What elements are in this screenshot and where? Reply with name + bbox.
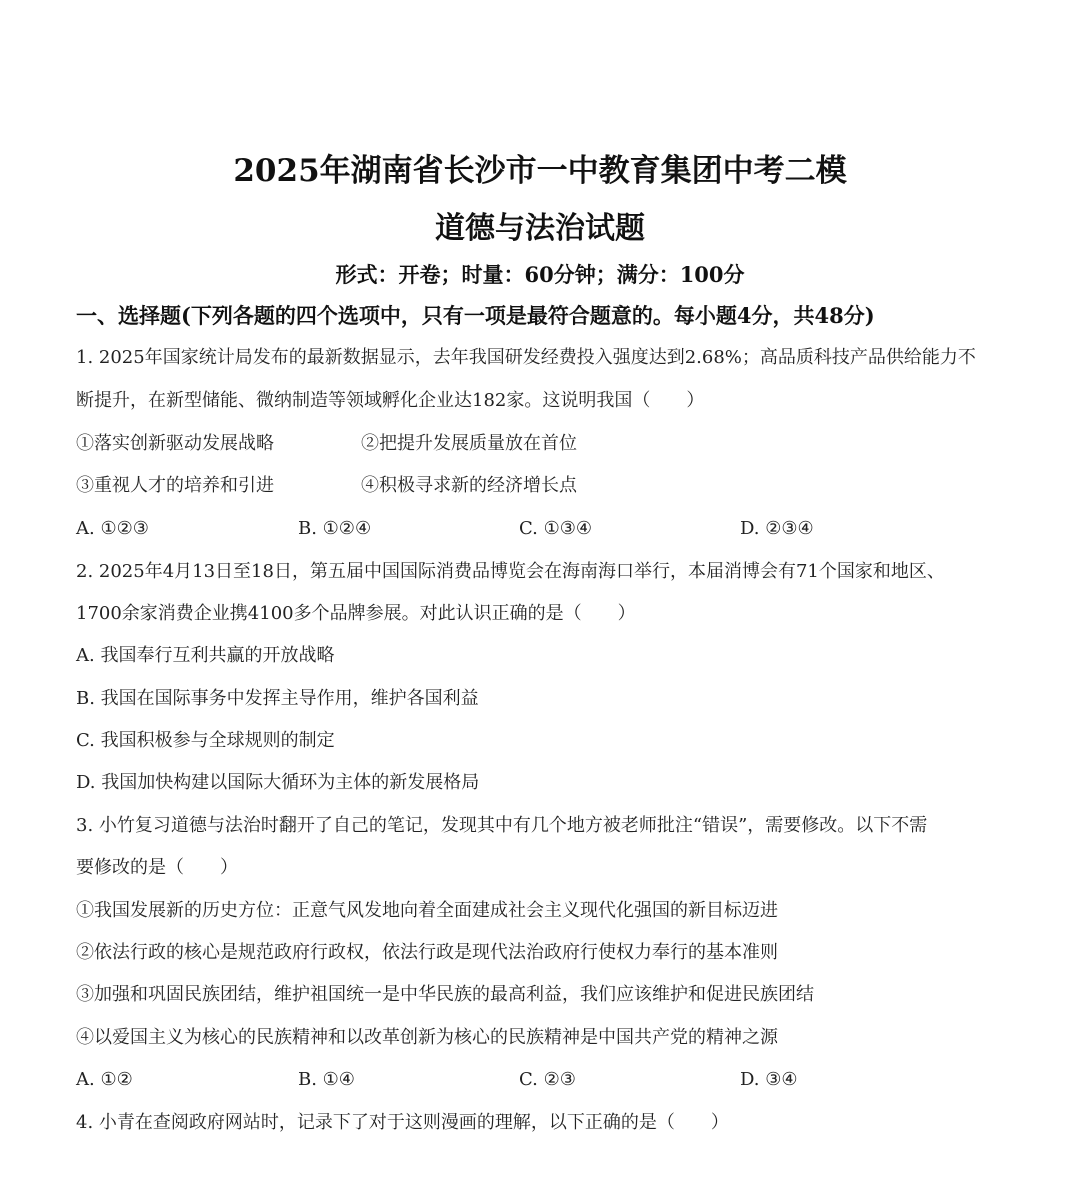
q1-statement-1: ①落实创新驱动发展战略	[76, 433, 274, 454]
q1-statement-2: ②把提升发展质量放在首位	[361, 433, 577, 454]
section-heading: 一、选择题(下列各题的四个选项中，只有一项是最符合题意的。每小题4分，共48分)	[76, 303, 875, 328]
q1-line2: 断提升，在新型储能、微纳制造等领域孵化企业达182家。这说明我国（ ）	[76, 390, 705, 411]
exam-subject: 道德与法治试题	[435, 211, 645, 246]
q3-statement-2: ②依法行政的核心是规范政府行政权，依法行政是现代法治政府行使权力奉行的基本准则	[76, 942, 778, 963]
q1-option-d: D. ②③④	[740, 518, 814, 539]
exam-info: 形式：开卷；时量：60分钟；满分：100分	[335, 262, 745, 287]
q1-statement-4: ④积极寻求新的经济增长点	[361, 475, 577, 496]
q3-statement-3: ③加强和巩固民族团结，维护祖国统一是中华民族的最高利益，我们应该维护和促进民族团结	[76, 984, 814, 1005]
q3-option-c: C. ②③	[519, 1069, 576, 1090]
q1-statements-row2	[76, 474, 577, 498]
q2-option-c: C. 我国积极参与全球规则的制定	[76, 730, 335, 751]
q2-option-b: B. 我国在国际事务中发挥主导作用，维护各国利益	[76, 688, 479, 709]
q1-option-c: C. ①③④	[519, 518, 592, 539]
q1-statement-3: ③重视人才的培养和引进	[76, 475, 274, 496]
q2-option-d: D. 我国加快构建以国际大循环为主体的新发展格局	[76, 772, 480, 793]
q1-statements-row1	[76, 432, 577, 456]
q3-line2: 要修改的是（ ）	[76, 857, 238, 878]
q3-option-d: D. ③④	[740, 1069, 798, 1090]
q1-line1: 1. 2025年国家统计局发布的最新数据显示，去年我国研发经费投入强度达到2.68%；高品质科技产品供给能力不	[76, 347, 976, 368]
q3-statement-4: ④以爱国主义为核心的民族精神和以改革创新为核心的民族精神是中国共产党的精神之源	[76, 1027, 778, 1048]
q2-line1: 2. 2025年4月13日至18日，第五届中国国际消费品博览会在海南海口举行，本届消博会有71个国家和地区、	[76, 561, 945, 582]
q3-option-b: B. ①④	[298, 1069, 355, 1090]
q2-line2: 1700余家消费企业携4100多个品牌参展。对此认识正确的是（ ）	[76, 603, 636, 624]
exam-title: 2025年湖南省长沙市一中教育集团中考二模	[233, 153, 847, 189]
q1-option-a: A. ①②③	[76, 518, 149, 539]
q3-option-a: A. ①②	[76, 1069, 133, 1090]
q2-option-a: A. 我国奉行互利共赢的开放战略	[76, 645, 335, 666]
q4-line1: 4. 小青在查阅政府网站时，记录下了对于这则漫画的理解，以下正确的是（ ）	[76, 1112, 729, 1133]
q3-line1: 3. 小竹复习道德与法治时翻开了自己的笔记，发现其中有几个地方被老师批注“错误”，需要修改。以下不需	[76, 815, 928, 836]
q1-option-b: B. ①②④	[298, 518, 372, 539]
q3-statement-1: ①我国发展新的历史方位：正意气风发地向着全面建成社会主义现代化强国的新目标迈进	[76, 900, 778, 921]
